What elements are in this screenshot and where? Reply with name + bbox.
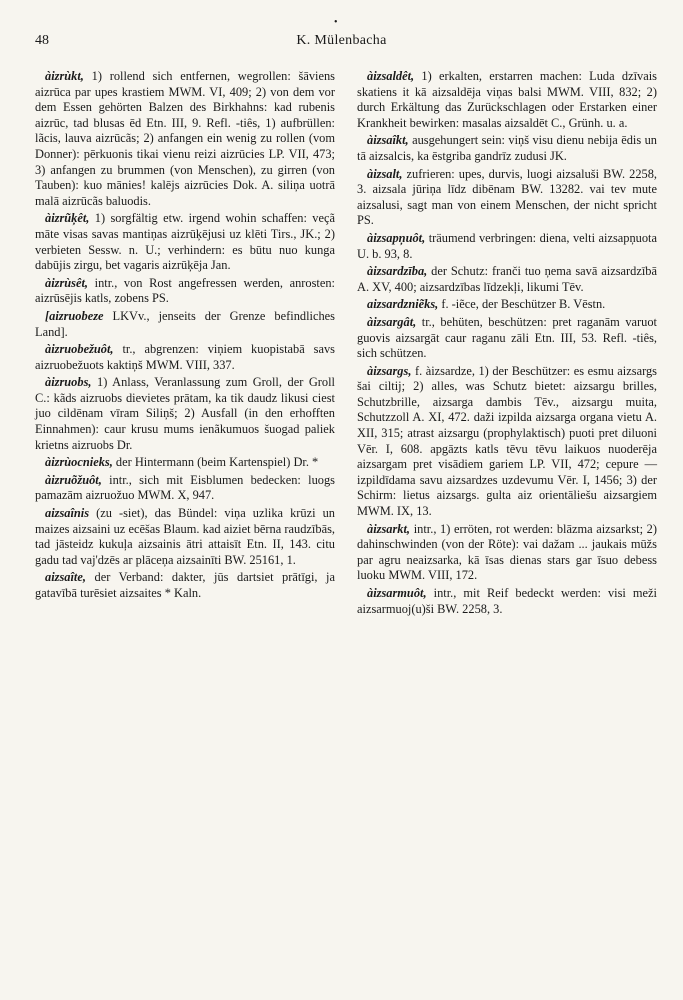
dictionary-entry <box>357 167 657 229</box>
entry-headword: àizsapņuôt, <box>367 230 426 245</box>
entry-headword: àizruobežuôt, <box>45 342 114 357</box>
dictionary-entry <box>357 231 657 262</box>
page-number: 48 <box>35 33 49 48</box>
entry-headword: àizrùsêt, <box>45 275 89 290</box>
dictionary-entry <box>357 364 657 520</box>
entry-definition: 1) erkalten, erstarren machen: Luda dzīvais skatiens it kā aizsaldēja viņas balsi MWM. VIII, 832; 2) durch Erkältung das Zurückschlagen oder Erstarken einer Krankheit bewirken: masalas aizsaldēt C., Grünh. u. a. <box>357 69 657 130</box>
entry-headword: àizrùkt, <box>45 69 84 83</box>
dictionary-entry <box>357 297 657 313</box>
entry-headword: aizsaînis <box>45 506 90 521</box>
dictionary-columns <box>35 69 655 984</box>
dictionary-entry <box>35 506 335 568</box>
entry-definition: intr., von Rost angefressen werden, anrosten: aizrūsējis katls, zobens PS. <box>35 275 335 306</box>
entry-definition: der Verband: dakter, jūs dartsiet prātīgi, ja gatavībā turēsiet aizsaites * Kaln. <box>35 570 335 600</box>
entry-definition: LKVv., jenseits der Grenze befindliches Land]. <box>35 308 335 339</box>
entry-definition: f. àizsardze, 1) der Beschützer: es esmu aizsargs šai ciltij; 2) alles, was Schutz bietet: aizsargu brilles, Schutzbrille, aizsarga dambis Tēv., aizsargu muita, Schutzzoll A. XI, 472. daži izpilda aizsarga organa vietu A. XII, 315; atrast aizsargu (prophylaktisch) puoti pret diluoni Vēr. I, 608. apgāzts katls tēvu tēvu laikuos nuoderēja aizsargam pret visādiem gariem LP. VII, 472; cepure — izpildīdama savu aizsardzes uzdevumu Vēr. I, 1456; 3) der Schirm: lietus aizsargs. gulta aiz orientāliešu aizsargiem MWM. IX, 13. <box>357 363 657 519</box>
entry-definition: intr., 1) erröten, rot werden: blāzma aizsarkst; 2) dahinschwinden (von der Röte): vai dažam ... jaukais mūžs par agru neaizsarka, kā īsas dienas stars gar īsuo debess luoku MWM. VIII, 172. <box>357 521 657 583</box>
entry-definition: der Schutz: franči tuo ņema savā aizsardzībā A. XV, 400; aizsardzības līdzekļi, likumi Tēv. <box>357 264 657 294</box>
entry-headword: àizsaîkt, <box>367 133 409 148</box>
entry-headword: àizsargât, <box>367 314 417 329</box>
dictionary-entry <box>357 133 657 164</box>
dictionary-entry <box>35 375 335 453</box>
entry-definition: (zu -siet), das Bündel: viņa uzlika krūzi un maizes aizsaini uz ecēšas Blaum. kad aiziet bērna raudzībās, tad jāsteidz kukuļa aizsainis ātri attaisīt Etn. II, 143. citu gadu tad vaj'dzēs ar plāceņa aizsainīti BW. 25161, 1. <box>35 506 335 567</box>
entry-definition: 1) sorgfältig etw. irgend wohin schaffen: veçã māte visas savas mantiņas aizrūķējusi uz klēti Tirs., JK.; 2) verbieten Sessw. n. U.; verhindern: es būtu nuo kunga dabūjis zirgu, bet vagaris aizrūķēja Jan. <box>35 211 335 273</box>
dictionary-entry <box>35 309 335 340</box>
entry-definition: f. -iẽce, der Beschützer B. Vēstn. <box>438 297 606 312</box>
entry-headword: àizrũķêt, <box>45 211 90 226</box>
dictionary-entry <box>35 342 335 373</box>
entry-headword: àizruobs, <box>45 375 92 390</box>
dictionary-entry <box>35 570 335 601</box>
dictionary-entry <box>35 276 335 307</box>
page-header <box>35 17 648 51</box>
header-ornament-dot: • <box>334 17 338 28</box>
dictionary-entry <box>35 455 335 471</box>
entry-definition: ausgehungert sein: viņš visu dienu nebija ēdis un tā aizsalcis, ka ēstgriba gandrīz zudusi JK. <box>357 133 657 163</box>
entry-headword: àizsarkt, <box>367 521 411 536</box>
entry-definition: tr., behüten, beschützen: pret raganām varuot guovis aizsargāt caur raganu zāli Etn. III, 53. Refl. -tiês, sich schützen. <box>357 314 657 361</box>
entry-headword: àizsardzība, <box>367 264 428 279</box>
dictionary-entry <box>357 586 657 617</box>
entry-headword: aizsardzniẽks, <box>367 297 439 312</box>
left-column <box>35 69 335 604</box>
entry-definition: träumend verbringen: diena, velti aizsapņuota U. b. 93, 8. <box>357 230 657 261</box>
entry-headword: àizrùocnieks, <box>45 455 113 470</box>
dictionary-entry <box>357 264 657 295</box>
dictionary-entry <box>35 473 335 504</box>
entry-headword: [aizruobeze <box>45 308 104 323</box>
dictionary-entry <box>35 211 335 273</box>
entry-definition: zufrieren: upes, durvis, luogi aizsaluši BW. 2258, 3. aizsala jūriņa līdz dibēnam BW. 13282. vai tev mute aizsalusi, sagt man von einem Menschen, der nicht spricht PS. <box>357 166 657 228</box>
dictionary-entry <box>35 69 335 209</box>
running-head: K. Mülenbacha <box>296 33 387 48</box>
entry-definition: tr., abgrenzen: viņiem kuopistabā savs aizruobežuots kaktiņš MWM. VIII, 337. <box>35 342 335 372</box>
dictionary-entry <box>357 315 657 362</box>
entry-definition: intr., sich mit Eisblumen bedecken: luogs pamazām aizruožuo MWM. X, 947. <box>35 472 335 503</box>
entry-definition: 1) Anlass, Veranlassung zum Groll, der Groll C.: kãds aizruobs dievietes prātam, ka tik daudz likusi ciest juo cildēnam vīram Siliņš; 2) Ausfall (in den erhofften Einnahmen): caur krusu mums ienãkumuos šuogad paliek krietns aizruobs Dr. <box>35 375 335 452</box>
entry-headword: àizsaldêt, <box>367 69 415 83</box>
entry-definition: der Hintermann (beim Kartenspiel) Dr. * <box>112 455 319 470</box>
entry-definition: 1) rollend sich entfernen, wegrollen: šāviens aizrūca par upes krastiem MWM. VI, 409; 2) von dem vor dem Essen gehörten Balzen des Birkhahns: kad rubenis aizrūc, tad blusas ēd Etn. III, 9. Refl. -tiês, 1) aufbrüllen: lãcis, lauva aizrūcãs; 2) anfangen ein wenig zu rollen (vom Donner): pērkuonis tikai vienu reizi aizrūcies LP. VII, 473; 3) anfangen zu brummen (von Menschen), zu girren (von Tauben): kuo mānies! kalējs aizrūcies Dok. A. siliņa uotrā malā aizrūcãs baluodis. <box>35 69 335 208</box>
dictionary-entry <box>357 69 657 131</box>
dictionary-entry <box>357 522 657 584</box>
entry-headword: àizsargs, <box>367 363 412 378</box>
entry-headword: àizsalt, <box>367 166 403 181</box>
entry-headword: àizruõžuôt, <box>45 472 102 487</box>
entry-headword: aizsaîte, <box>45 570 86 585</box>
entry-definition: intr., mit Reif bedeckt werden: visi meži aizsarmuoj(u)ši BW. 2258, 3. <box>357 586 657 616</box>
right-column <box>357 69 657 619</box>
entry-headword: àizsarmuôt, <box>367 586 427 600</box>
